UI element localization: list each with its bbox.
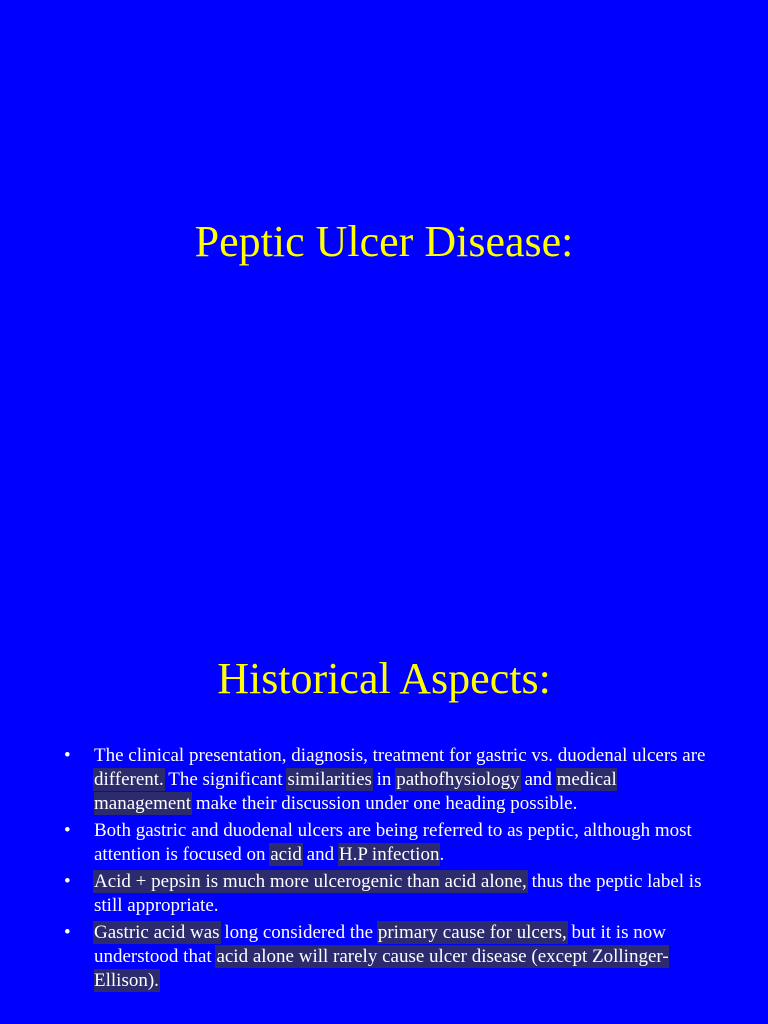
bullet-text: and — [301, 844, 339, 865]
bullet-text: and — [519, 769, 557, 790]
highlighted-text: Acid + pepsin is much more ulcerogenic than acid alone, — [94, 871, 527, 892]
highlighted-text: acid — [270, 844, 302, 865]
slide-title: Peptic Ulcer Disease: — [194, 217, 574, 266]
highlighted-text: Gastric acid was — [94, 922, 220, 943]
highlighted-text: different. — [94, 769, 164, 790]
bullet-text: make their discussion under one heading possible. — [191, 793, 578, 814]
highlighted-text: medical management — [94, 769, 617, 814]
bullet-marker: • — [64, 871, 71, 892]
bullet-text: but it is now understood that — [94, 922, 666, 967]
bullet-text: . — [439, 844, 445, 865]
highlighted-text: H.P infection — [338, 844, 440, 865]
highlighted-text: acid alone will rarely cause ulcer disease (except Zollinger-Ellison). — [94, 946, 669, 991]
slide-historical-aspects — [0, 600, 768, 1024]
bullet-text: in — [371, 769, 397, 790]
bullet-text: Both gastric and duodenal ulcers are being referred to as peptic, although most attention is focused on — [94, 820, 692, 865]
bullet-item — [0, 819, 768, 867]
bullet-item — [0, 921, 768, 993]
bullet-item — [0, 744, 768, 816]
bullet-marker: • — [64, 745, 71, 766]
highlighted-text: primary cause for ulcers, — [377, 922, 567, 943]
bullet-list — [0, 744, 768, 996]
bullet-text: long considered the — [219, 922, 378, 943]
bullet-marker: • — [64, 922, 71, 943]
bullet-item — [0, 870, 768, 918]
highlighted-text: similarities — [287, 769, 372, 790]
bullet-text: The significant — [163, 769, 288, 790]
bullet-text: thus the peptic label is still appropriate. — [94, 871, 702, 916]
bullet-marker: • — [64, 820, 71, 841]
highlighted-text: pathofhysiology — [396, 769, 520, 790]
slide-heading: Historical Aspects: — [217, 654, 551, 703]
bullet-text: The clinical presentation, diagnosis, treatment for gastric vs. duodenal ulcers are — [94, 745, 706, 766]
